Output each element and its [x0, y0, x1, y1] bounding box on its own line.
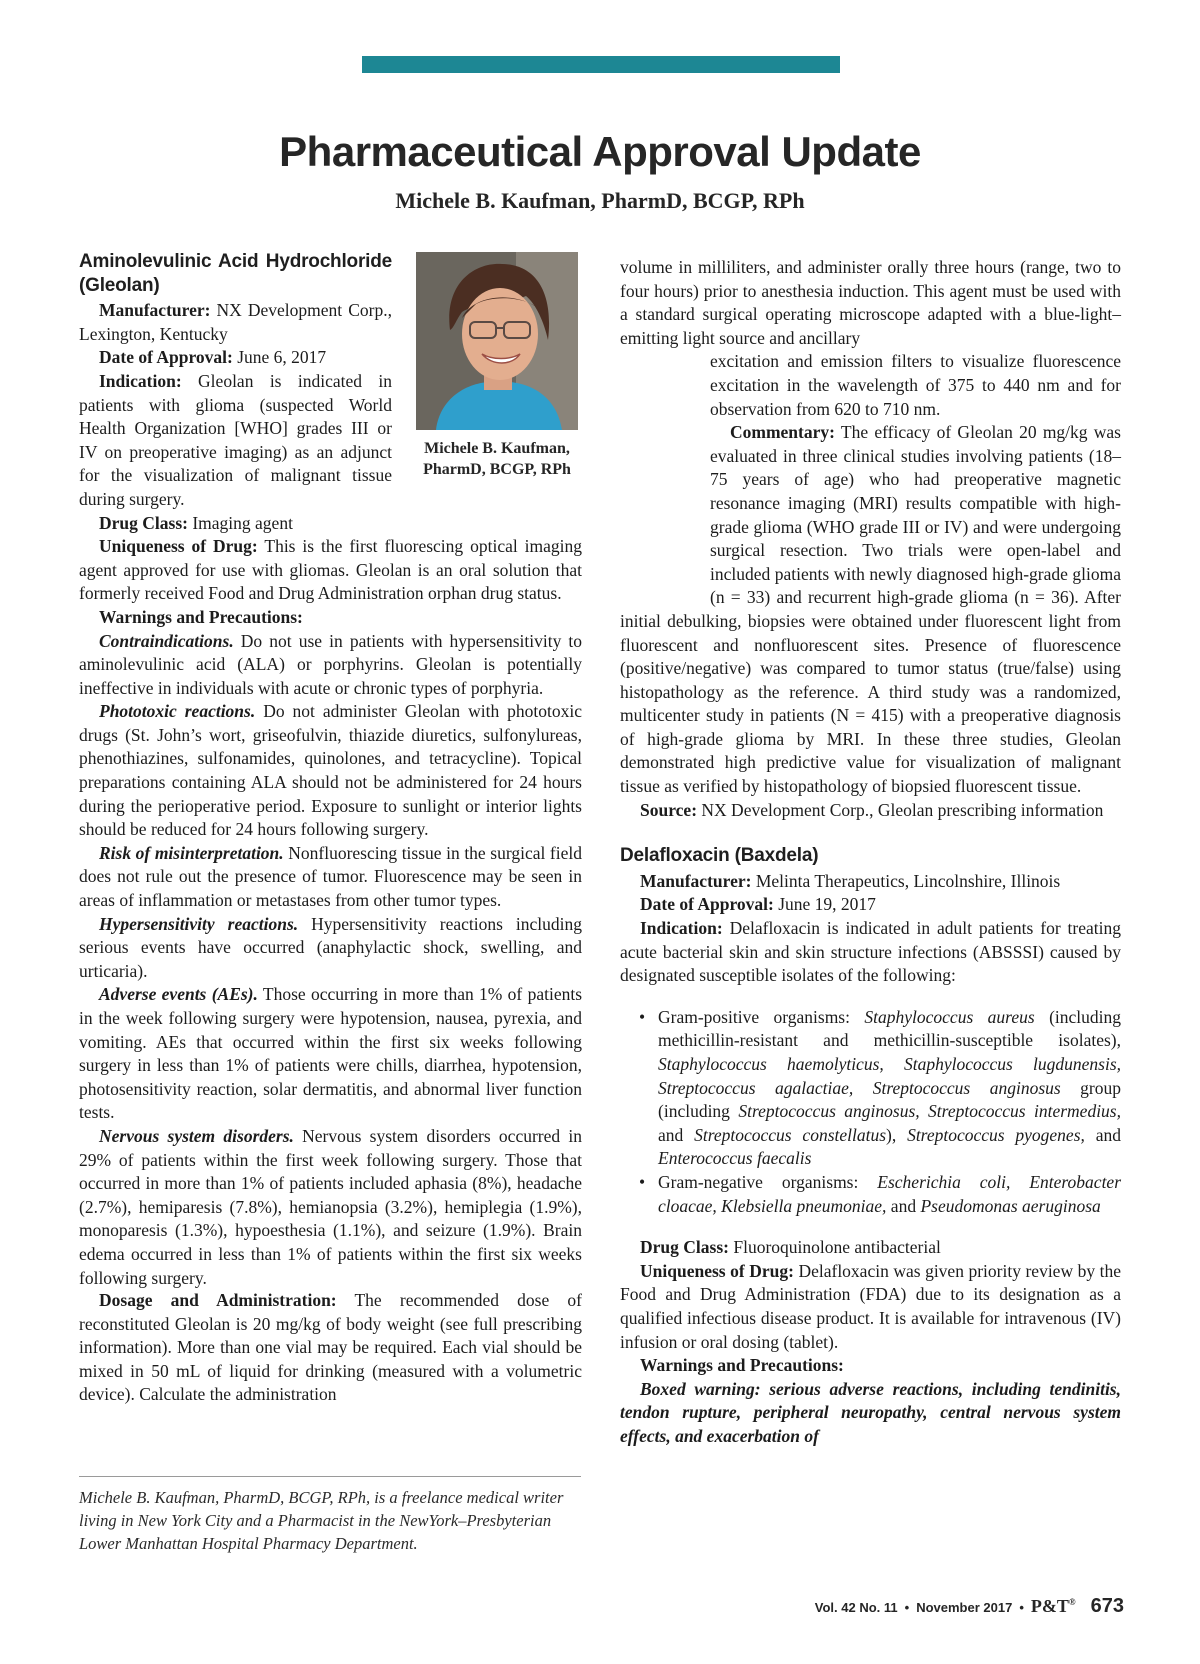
drug2-class [620, 1236, 1121, 1260]
section-gap [620, 822, 1121, 844]
gp-e: Streptococcus anginosus, Streptococcus intermedius, [738, 1101, 1121, 1122]
drug2-warnings-label: Warnings and Precautions: [640, 1355, 844, 1376]
risk-value: Nonfluorescing tissue in the surgical field does not rule out the presence of tumor. Fluorescence may be seen in areas of inflammation or metastases from other tumor types. [79, 842, 582, 911]
right-column [620, 256, 1121, 1449]
gp-g: Streptococcus constellatus [694, 1124, 887, 1145]
contra-label: Contraindications. [99, 630, 234, 651]
gram-positive-item [658, 1006, 1121, 1171]
contra-value: Do not use in patients with hypersensitivity to aminolevulinic acid (ALA) or porphyrins. Gleolan is potentially ineffective in individuals with acute or chronic types of porphyria. [79, 630, 583, 698]
caption-line-2: PharmD, BCGP, RPh [423, 461, 571, 478]
gp-h: ), [886, 1124, 908, 1145]
drug2-uniqueness [620, 1260, 1121, 1354]
source-label: Source: [640, 799, 698, 820]
footer-date: November 2017 [916, 1600, 1013, 1615]
author-photo [416, 252, 578, 430]
drug2-manufacturer [620, 870, 1121, 894]
ns-label: Nervous system disorders. [99, 1125, 294, 1146]
author-byline: Michele B. Kaufman, PharmD, BCGP, RPh [395, 188, 805, 213]
photo-spacer [620, 350, 710, 606]
organism-list [620, 1006, 1121, 1218]
photo-face [462, 288, 538, 380]
author-bio: Michele B. Kaufman, PharmD, BCGP, RPh, is a freelance medical writer living in New York City and a Pharmacist in the NewYork–Presbyterian Lower Manhattan Hospital Pharmacy Department. [79, 1488, 564, 1553]
manufacturer2-label: Manufacturer: [640, 870, 752, 891]
phototoxic-value: Do not administer Gleolan with phototoxic drugs (St. John’s wort, griseofulvin, thiazide diuretics, sulfonylureas, phenothiazines, sulfonamides, quinolones, and tetracycline). Topical preparations containing ALA should not be administered for 24 hours during the perioperative period. Exposure to sunlight or interior lights should be reduced for 24 hours following surgery. [79, 701, 583, 840]
gram-negative-item [658, 1171, 1121, 1218]
caption-line-1: Michele B. Kaufman, [424, 440, 570, 457]
page-number: 673 [1090, 1595, 1124, 1617]
source-value: NX Development Corp., Gleolan prescribing information [701, 799, 1104, 820]
bio-rule [79, 1476, 581, 1477]
phototoxic-label: Phototoxic reactions. [99, 701, 256, 722]
drug2-approval [620, 893, 1121, 917]
drug1-risk [79, 842, 582, 913]
drug2-boxed-warning: Boxed warning: serious adverse reactions, including tendinitis, tendon rupture, peripheral neuropathy, central nervous system effects, and exacerbation of [620, 1378, 1121, 1446]
manufacturer-value: NX Development Corp., Lexington, Kentucky [79, 300, 392, 344]
hyper-label: Hypersensitivity reactions. [99, 913, 299, 934]
indication-label: Indication: [99, 370, 182, 391]
manufacturer-label: Manufacturer: [99, 300, 211, 321]
author-photo-box [408, 252, 586, 480]
drug1-class [79, 512, 582, 536]
drug1-dosage [79, 1289, 582, 1407]
approval2-value: June 19, 2017 [778, 894, 876, 915]
dosage-continued-2: excitation and emission filters to visualize fluorescence excitation in the wavelength of 375 to 440 nm and for observation from 620 to 710 nm. [710, 351, 1121, 419]
approval-value: June 6, 2017 [237, 347, 327, 368]
drug1-contraindications [79, 630, 582, 701]
commentary-value: The efficacy of Gleolan 20 mg/kg was evaluated in three clinical studies involving patients (18–75 years of age) who had preoperative magnetic resonance imaging (MRI) results compatible with high-grade glioma (WHO grade III or IV) and were undergoing surgical resection. Two trials were open-label and included patients with newly diagnosed high-grade glioma (n = 33) and recurrent high-grade glioma (n = 36). After initial debulking, biopsies were obtained under fluorescent light from fluorescent and nonfluorescent sites. Presence of fluorescence (positive/negative) was compared to tumor status (true/false) using histopathology as the reference. A third study was a randomized, multicenter study in patients (N = 415) with a preoperative diagnosis of high-grade glioma by MRI. In these three studies, Gleolan demonstrated high predictive value for visualization of malignant tissue as verified by histopathology of biopsied fluorescent tissue. [620, 422, 1121, 797]
gp-k: Enterococcus faecalis [658, 1148, 812, 1169]
journal-name: P&T [1030, 1596, 1069, 1616]
drug1-hypersensitivity [79, 913, 582, 984]
gp-d: group (including [658, 1077, 1121, 1122]
gn-a: Escherichia coli, Enterobacter cloacae, Klebsiella pneumoniae, [658, 1171, 1122, 1216]
approval-label: Date of Approval: [99, 347, 233, 368]
footer-separator-1: • [904, 1600, 910, 1615]
drug1-source [620, 799, 1121, 823]
photo-caption [408, 438, 586, 480]
manufacturer2-value: Melinta Therapeutics, Lincolnshire, Illinois [755, 870, 1061, 891]
gp-b: (including methicillin-resistant and methicillin-susceptible isolates), [658, 1006, 1122, 1051]
drug1-heading: Aminolevulinic Acid Hydrochloride (Gleolan) [79, 251, 392, 296]
footer-volume: Vol. 42 No. 11 [814, 1600, 898, 1615]
class-label: Drug Class: [99, 512, 188, 533]
indication2-label: Indication: [640, 918, 723, 939]
ae-value: Those occurring in more than 1% of patients in the week following surgery were hypotension, nausea, pyrexia, and vomiting. AEs that occurred within the first six weeks following surgery in less than 1% of patients were chills, diarrhea, hypotension, photosensitivity reaction, solar dermatitis, and abnormal liver function tests. [79, 984, 583, 1123]
drug1-phototoxic [79, 700, 582, 842]
gn-c: Pseudomonas aeruginosa [920, 1195, 1101, 1216]
uniqueness2-label: Uniqueness of Drug: [640, 1260, 794, 1281]
drug1-warnings-label: Warnings and Precautions: [99, 606, 303, 627]
gn-intro: Gram-negative organisms: [658, 1171, 878, 1192]
gp-i: Streptococcus pyogenes, [907, 1124, 1085, 1145]
drug1-adverse-events [79, 983, 582, 1125]
indication2-value: Delafloxacin is indicated in adult patients for treating acute bacterial skin and skin structure infections (ABSSSI) caused by designated susceptible isolates of the following: [620, 918, 1122, 986]
dosage-value: The recommended dose of reconstituted Gleolan is 20 mg/kg of body weight (see full prescribing information). More than one vial may be required. Each vial should be mixed in 50 mL of liquid for drinking (measured with a volumetric device). Calculate the administration [79, 1290, 582, 1405]
footer-journal [1031, 1596, 1076, 1617]
dosage-continued: volume in milliliters, and administer orally three hours (range, two to four hours) prior to anesthesia induction. This agent must be used with a standard surgical operating microscope adapted with a blue-light–emitting light source and ancillary [620, 257, 1121, 348]
dosage-label: Dosage and Administration: [99, 1290, 337, 1310]
indication-value: Gleolan is indicated in patients with glioma (suspected World Health Organization [WHO] grades III or IV on preoperative imaging) as an adjunct for the visualization of malignant tissue during surgery. [79, 370, 393, 509]
class-value: Imaging agent [192, 512, 293, 533]
risk-label: Risk of misinterpretation. [99, 842, 284, 863]
hyper-value: Hypersensitivity reactions including serious events have occurred (anaphylactic shock, swelling, and urticaria). [79, 913, 582, 981]
uniqueness-label: Uniqueness of Drug: [99, 536, 258, 557]
left-column [79, 250, 582, 1290]
uniqueness2-value: Delafloxacin was given priority review by the Food and Drug Administration (FDA) due to its designation as a qualified infectious disease product. It is available for intravenous (IV) infusion or oral dosing (tablet). [620, 1260, 1122, 1352]
ae-label: Adverse events (AEs). [99, 984, 258, 1005]
uniqueness-value: This is the first fluorescing optical imaging agent approved for use with gliomas. Gleolan is an oral solution that formerly received Food and Drug Administration orphan drug status. [79, 536, 583, 604]
class2-value: Fluoroquinolone antibacterial [733, 1237, 941, 1258]
footer-separator-2: • [1019, 1600, 1024, 1615]
dosage-left [79, 1289, 582, 1407]
registered-mark: ® [1068, 1597, 1076, 1607]
ns-value: Nervous system disorders occurred in 29% of patients within the first week following surgery. Those that occurred in more than 1% of patients included aphasia (8%), headache (2.7%), hemiparesis (7.8%), hemianopsia (3.2%), hemiplegia (1.9%), monoparesis (1.3%), hypoesthesia (1.1%), and seizure (1.9%). Brain edema occurred in less than 1% of patients within the first six weeks following surgery. [79, 1125, 582, 1288]
gp-intro: Gram-positive organisms: [658, 1006, 865, 1027]
drug2-indication [620, 917, 1121, 988]
class2-label: Drug Class: [640, 1237, 729, 1258]
gp-j: and [1084, 1124, 1121, 1145]
commentary-label: Commentary: [730, 422, 835, 443]
page-footer [815, 1595, 1124, 1618]
gp-c: Staphylococcus haemolyticus, Staphylococcus lugdunensis, Streptococcus agalactiae, Streptococcus anginosus [658, 1054, 1121, 1098]
header-accent-bar [362, 56, 840, 73]
gp-a: Staphylococcus aureus [864, 1006, 1035, 1027]
approval2-label: Date of Approval: [640, 894, 774, 915]
drug1-nervous-system [79, 1125, 582, 1290]
drug2-heading: Delafloxacin (Baxdela) [620, 845, 819, 867]
page-title: Pharmaceutical Approval Update [279, 128, 921, 175]
drug1-uniqueness [79, 535, 582, 606]
gn-b: and [886, 1195, 921, 1216]
gp-f: and [658, 1124, 695, 1145]
